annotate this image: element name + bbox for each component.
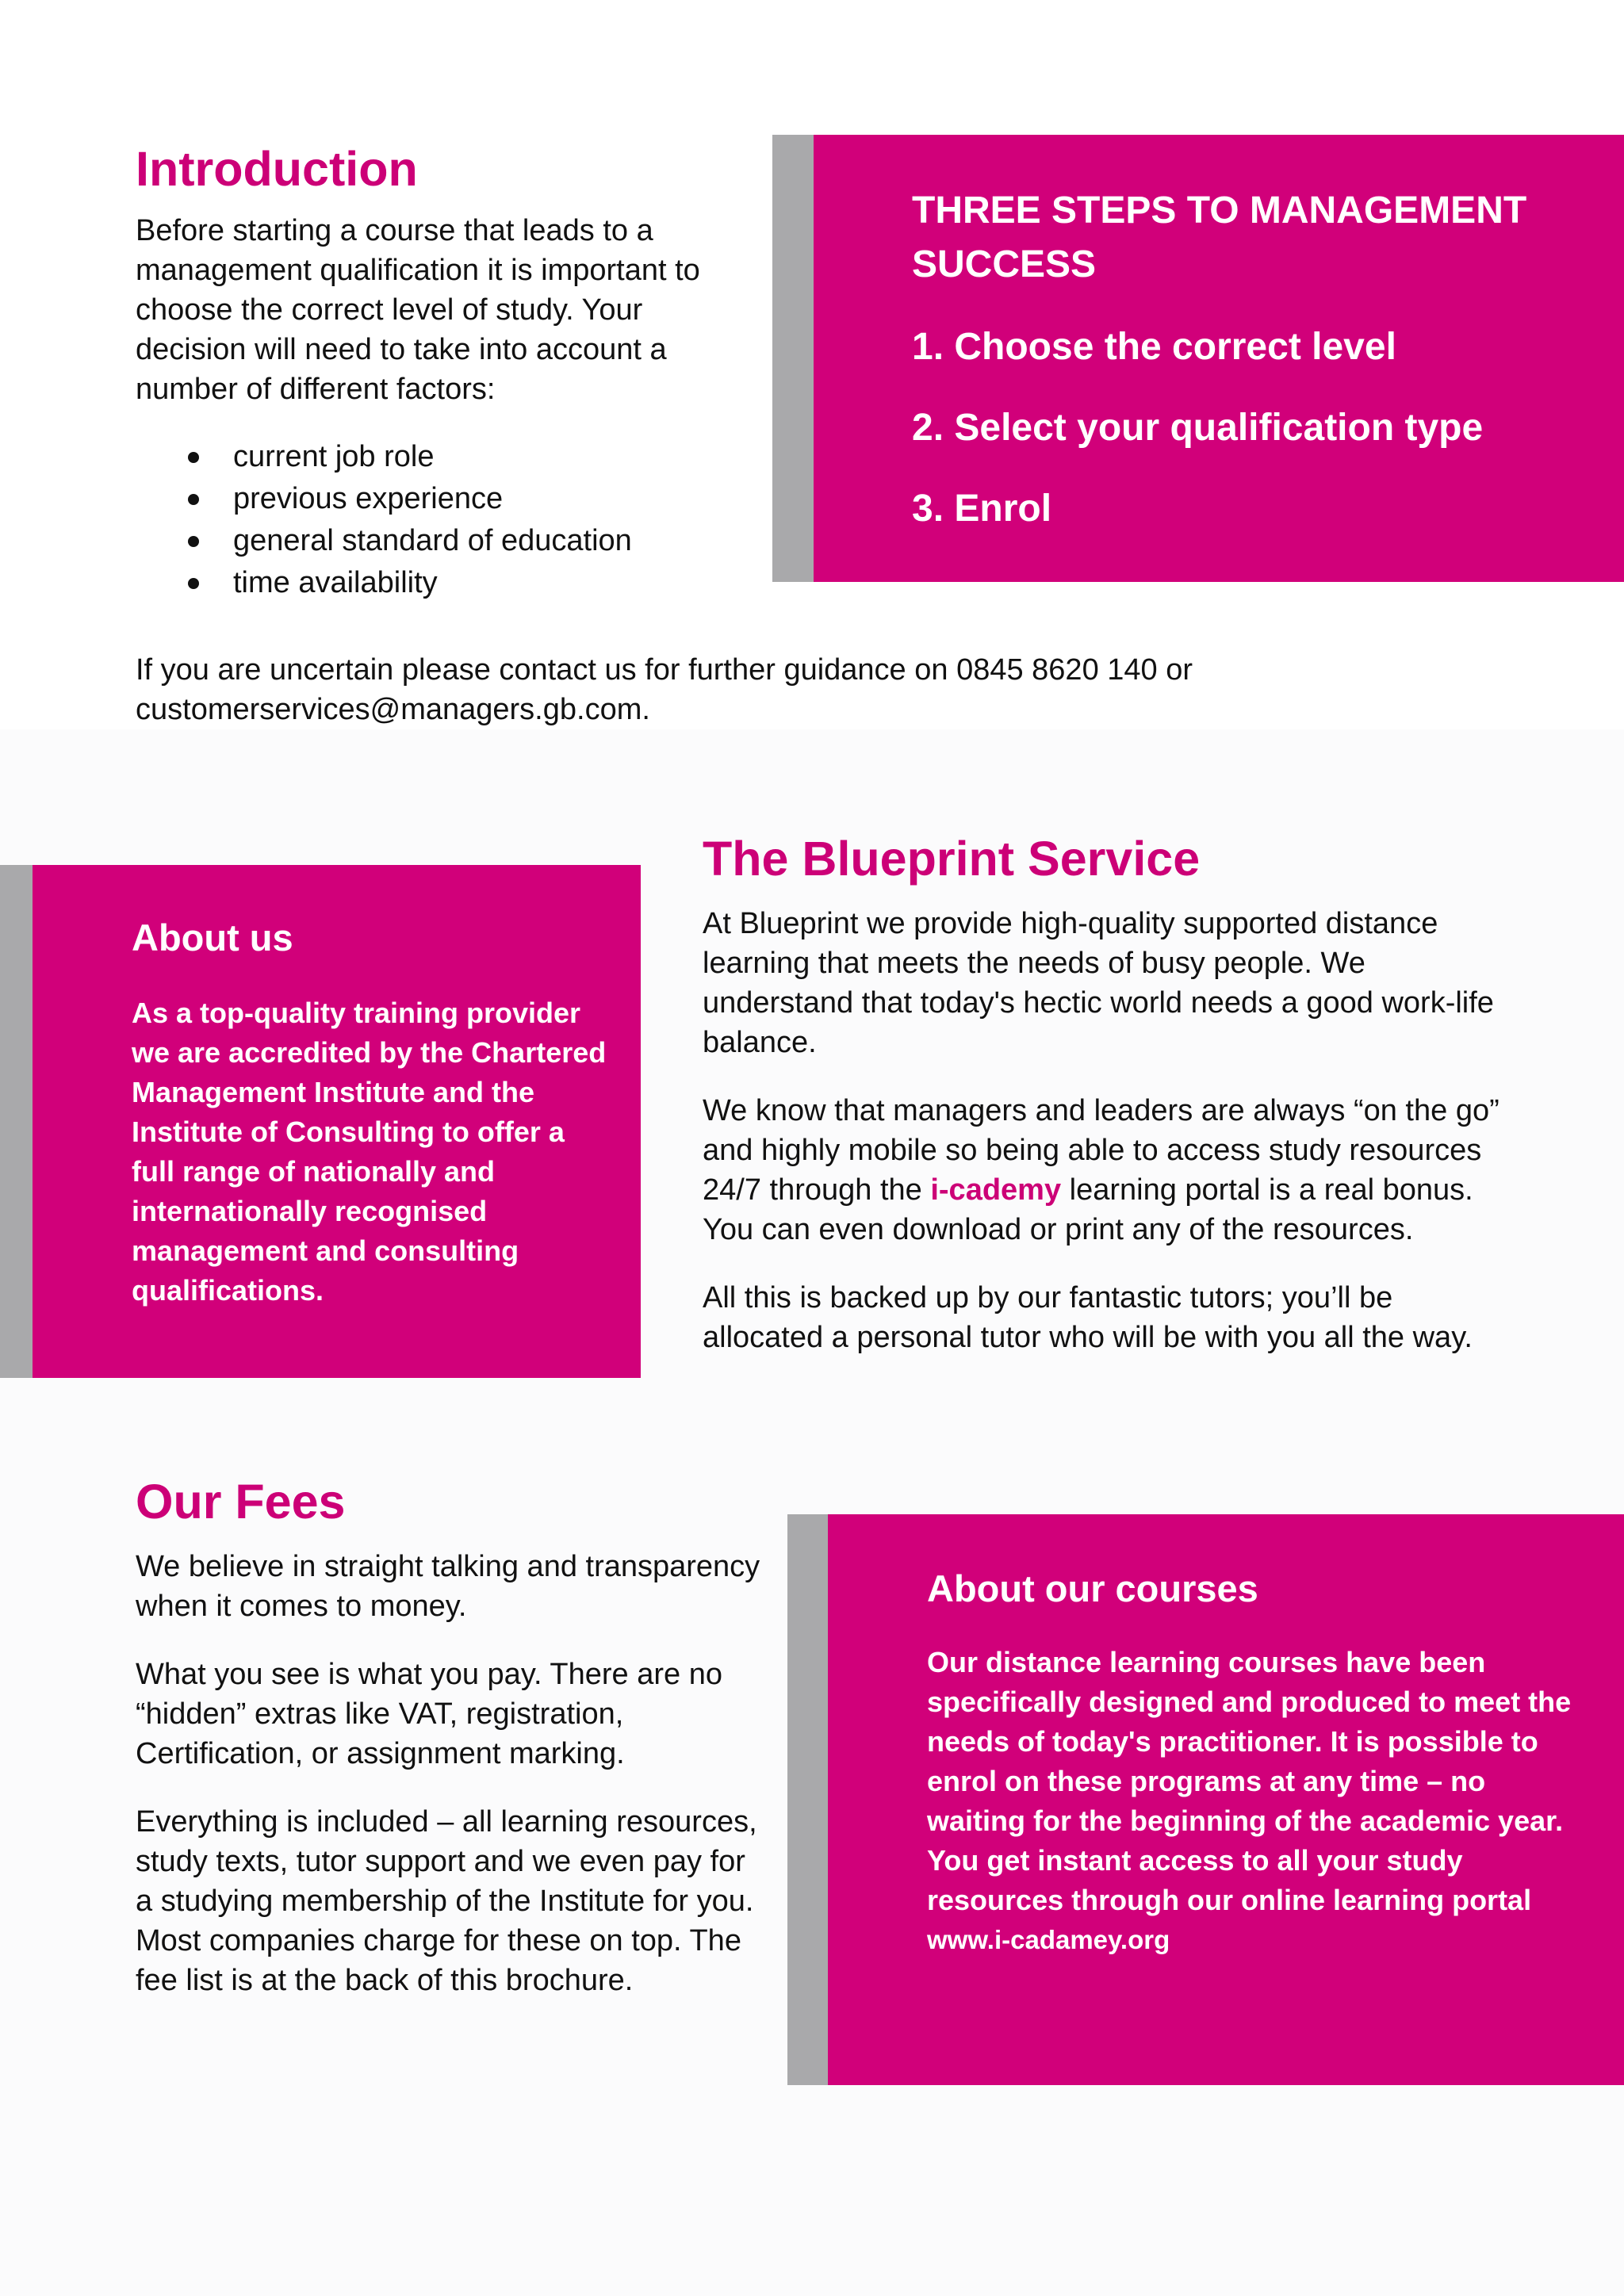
list-item: current job role — [136, 436, 738, 478]
blueprint-paragraph-2: We know that managers and leaders are always “on the go” and highly mobile so being able to access study resources 24/7 through the i-cademy learning portal is a real bonus. You can even download or print any of the resources. — [703, 1094, 1500, 1246]
courses-box-stripe — [787, 1514, 828, 2085]
about-us-box — [33, 865, 641, 1378]
fees-section — [136, 1472, 770, 2000]
about-us-heading: About us — [132, 916, 293, 959]
factors-list — [136, 436, 738, 604]
courses-text: Our distance learning courses have been specifically designed and produced to meet the needs of today's practitioner. It is possible to enrol on these programs at any time – no waiting for the beginning of the academic year. You get instant access to all your study resources through our online learning portal — [927, 1646, 1572, 1916]
courses-heading: About our courses — [927, 1567, 1258, 1609]
fees-heading: Our Fees — [136, 1475, 346, 1529]
bullet-icon — [188, 578, 199, 589]
contact-text: If you are uncertain please contact us for further guidance on 0845 8620 140 or customerservices@managers.gb.com. — [136, 653, 1193, 726]
blueprint-heading: The Blueprint Service — [703, 832, 1201, 886]
blueprint-section — [703, 829, 1519, 1357]
blueprint-paragraph-1: At Blueprint we provide high-quality supported distance learning that meets the needs of busy people. We understand that today's hectic world needs a good work-life balance. — [703, 907, 1494, 1059]
introduction-heading: Introduction — [136, 142, 418, 196]
bullet-icon — [188, 452, 199, 463]
icademy-brand: i-cademy — [930, 1173, 1062, 1207]
fees-paragraph-1: We believe in straight talking and transparency when it comes to money. — [136, 1550, 760, 1623]
steps-box — [814, 135, 1624, 582]
list-item: general standard of education — [136, 520, 738, 562]
bullet-icon — [188, 494, 199, 505]
list-item: time availability — [136, 562, 738, 604]
step-1: 1. Choose the correct level — [912, 326, 1396, 368]
fees-paragraph-3: Everything is included – all learning resources, study texts, tutor support and we even pay for a studying membership of the Institute for you. Most companies charge for these on top. The fee list is at the back of this brochure. — [136, 1805, 757, 1997]
step-3: 3. Enrol — [912, 488, 1052, 530]
fees-paragraph-2: What you see is what you pay. There are no “hidden” extras like VAT, registration, Certification, or assignment marking. — [136, 1658, 722, 1770]
bullet-icon — [188, 536, 199, 547]
steps-box-title: THREE STEPS TO MANAGEMENT SUCCESS — [912, 189, 1527, 285]
about-us-stripe — [0, 865, 33, 1378]
list-item: previous experience — [136, 478, 738, 520]
introduction-paragraph: Before starting a course that leads to a management qualification it is important to choose the correct level of study. Your decision will need to take into account a number of different factors: — [136, 214, 700, 406]
about-us-text: As a top-quality training provider we are accredited by the Chartered Management Institute and the Institute of Consulting to offer a full range of nationally and internationally recognised management and consulting qualifications. — [132, 997, 607, 1307]
step-2: 2. Select your qualification type — [912, 407, 1484, 449]
courses-box — [828, 1514, 1624, 2085]
steps-box-stripe — [772, 135, 814, 582]
blueprint-paragraph-3: All this is backed up by our fantastic tutors; you’ll be allocated a personal tutor who will be with you all the way. — [703, 1281, 1473, 1354]
courses-url: www.i-cadamey.org — [927, 1925, 1170, 1954]
introduction-section — [136, 140, 738, 604]
